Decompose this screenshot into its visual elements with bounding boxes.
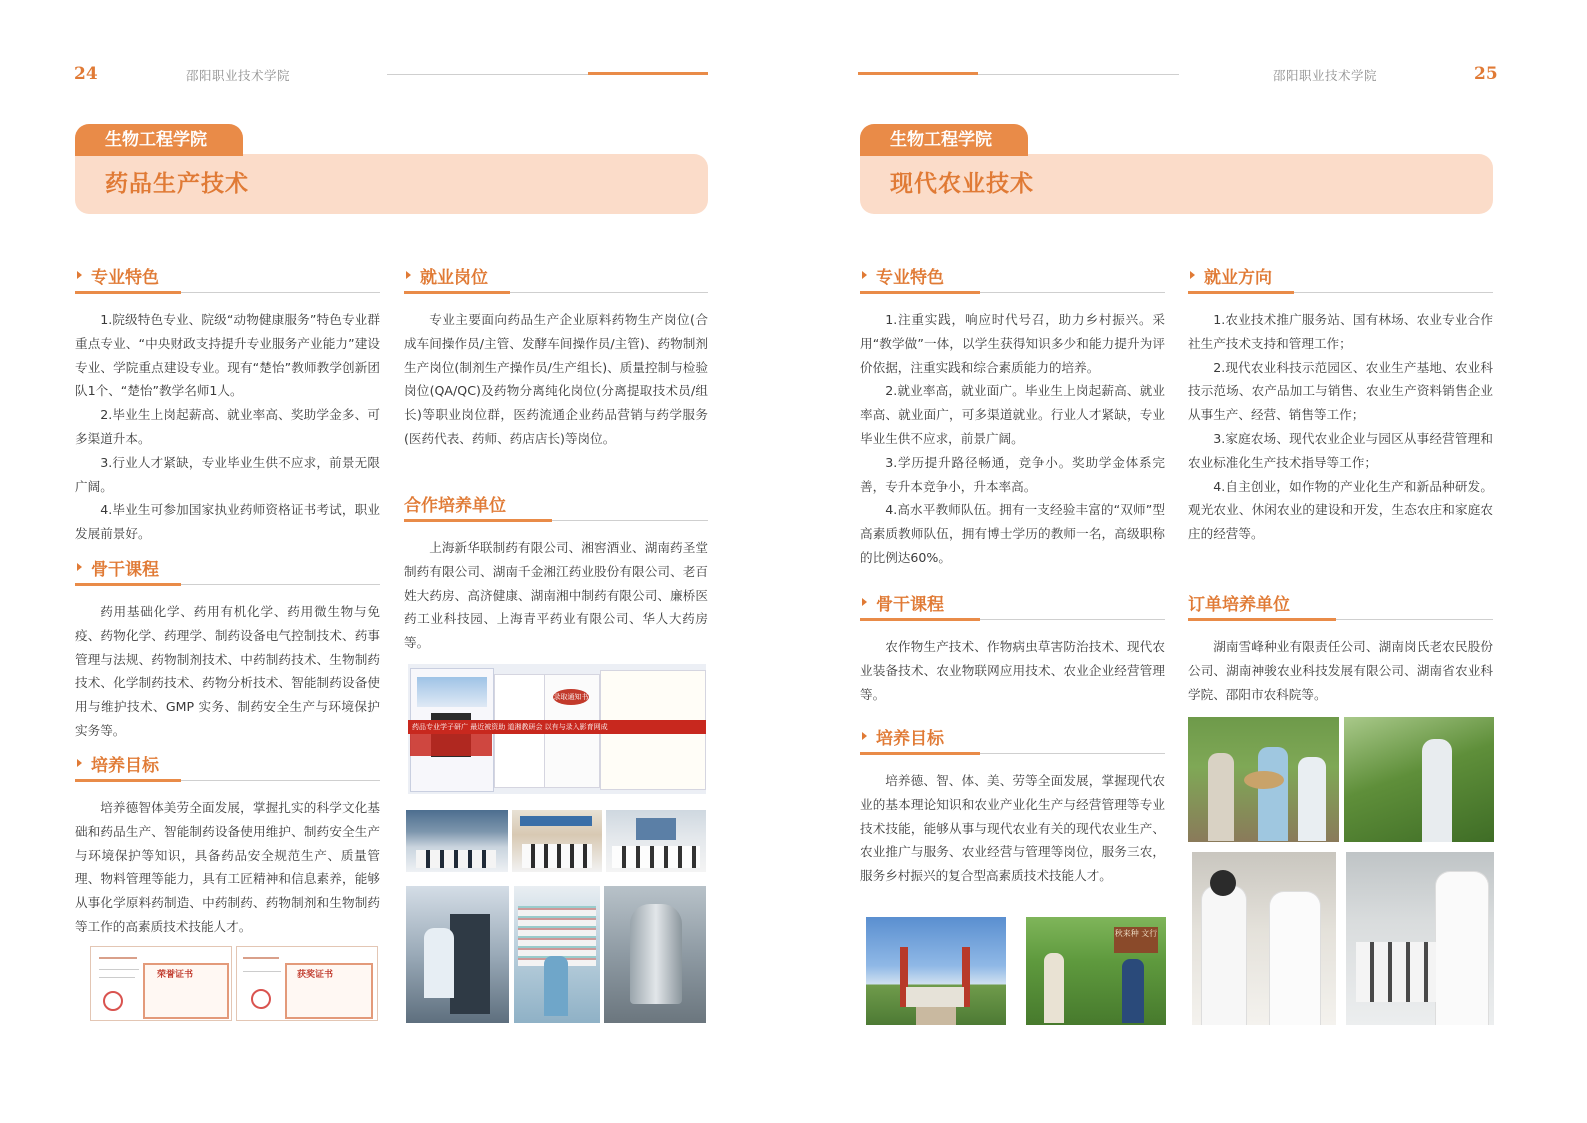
farm-gate-photo <box>866 917 1006 1025</box>
courses-paragraph: 农作物生产技术、作物病虫草害防治技术、现代农业装备技术、农业物联网应用技术、农业企业经营管理等。 <box>860 639 1165 702</box>
section-jobs <box>404 263 708 293</box>
feature-item: 4.毕业生可参加国家执业药师资格证书考试，职业发展前景好。 <box>75 502 380 542</box>
section-title: 就业方向 <box>1204 268 1272 288</box>
lab-experiment-photo <box>1192 852 1336 1025</box>
section-title: 订单培养单位 <box>1188 595 1290 615</box>
section-features <box>860 263 1165 293</box>
section-title: 骨干课程 <box>91 560 159 580</box>
direction-item: 2.现代农业科技示范园区、农业生产基地、农业科技示范场、农产品加工与销售、农业生产资料销售企业从事生产、经营、销售等工作； <box>1188 359 1493 423</box>
program-banner: 现代农业技术 <box>860 154 1493 214</box>
section-directions <box>1188 263 1493 293</box>
orders-paragraph: 湖南雪峰种业有限责任公司、湖南岗氏老农民股份公司、湖南神骏农业科技发展有限公司、湖南省农业科学院、邵阳市农科院等。 <box>1188 639 1493 702</box>
courses-text <box>75 600 380 743</box>
section-title: 就业岗位 <box>420 268 488 288</box>
arrow-icon <box>1190 271 1195 279</box>
partners-paragraph: 上海新华联制药有限公司、湘窖酒业、湖南药圣堂制药有限公司、湖南千金湘江药业股份有限公司、老百姓大药房、高济健康、湖南湘中制药有限公司、廉桥医药工业科技园、上海青平药业有限公司、华人大药房等。 <box>404 540 708 651</box>
courses-paragraph: 药用基础化学、药用有机化学、药用微生物与免疫、药物化学、药理学、制药设备电气控制技术、药事管理与法规、药物制剂技术、中药制药技术、生物制药技术、化学制药技术、药物分析技术、智能制药设备使用与维护技术、GMP 实务、制药安全生产与环境保护实务等。 <box>75 604 380 738</box>
classroom-photo <box>406 810 508 872</box>
direction-item: 3.家庭农场、现代农业企业与园区从事经营管理和农业标准化生产技术指导等工作； <box>1188 430 1493 470</box>
section-title: 专业特色 <box>91 268 159 288</box>
partners-text <box>404 536 708 655</box>
features-text <box>860 308 1165 570</box>
goals-text <box>75 796 380 939</box>
plant-inspection-photo <box>1344 717 1494 842</box>
section-title: 培养目标 <box>91 756 159 776</box>
certificate-title: 荣誉证书 <box>157 970 194 980</box>
arrow-icon <box>77 759 82 767</box>
goals-paragraph: 培养德智体美劳全面发展，掌握扎实的科学文化基础和药品生产、智能制药设备使用维护、制药安全生产与环境保护等知识，具备药品安全规范生产、质量管理、物料管理等能力，具有工匠精神和信息素养，能够从事化学原料药制造、中药制药、药物制剂和生物制药等工作的高素质技术技能人才。 <box>75 800 380 934</box>
features-text <box>75 308 380 546</box>
feature-item: 3.行业人才紧缺，专业毕业生供不应求，前景无限广阔。 <box>75 454 380 494</box>
school-name: 邵阳职业技术学院 <box>186 68 291 83</box>
arrow-icon <box>406 271 411 279</box>
feature-item: 2.毕业生上岗起薪高、就业率高、奖助学金多、可多渠道升本。 <box>75 407 380 446</box>
page-number: 25 <box>1474 64 1498 84</box>
lab-training-photo <box>1346 852 1494 1025</box>
notice-banner: 药品专业学子研广 最近被资助 道湘教研会 以有与录入影育网成 <box>408 720 706 734</box>
section-title: 合作培养单位 <box>404 496 506 516</box>
section-title: 培养目标 <box>876 729 944 749</box>
arrow-icon <box>862 732 867 740</box>
equipment-photo <box>604 886 706 1023</box>
feature-item: 1.院级特色专业、院级“动物健康服务”特色专业群重点专业、“中央财政支持提升专业服务产业能力”建设专业、学院重点建设专业。现有“楚怡”教师教学创新团队1个、“楚怡”教学名师1人。 <box>75 312 380 399</box>
header-accent <box>588 72 708 75</box>
feature-item: 2.就业率高，就业面广。毕业生上岗起薪高、就业率高、就业面广，可多渠道就业。行业人才紧缺，专业毕业生供不应求，前景广阔。 <box>860 383 1165 446</box>
classroom-photo <box>606 810 706 872</box>
goals-text <box>860 769 1165 888</box>
college-tab: 生物工程学院 <box>860 124 1028 156</box>
feature-item: 1.注重实践，响应时代号召，助力乡村振兴。采用“教学做”一体，以学生获得知识多少和能力提升为评价依据，注重实践和综合素质能力的培养。 <box>860 312 1165 375</box>
arrow-icon <box>862 598 867 606</box>
page-number: 24 <box>74 64 98 84</box>
program-banner: 药品生产技术 <box>75 154 708 214</box>
certificate-image <box>90 946 232 1021</box>
admission-notices-image <box>408 664 706 794</box>
section-title: 专业特色 <box>876 268 944 288</box>
greenhouse-photo <box>1026 917 1166 1025</box>
section-courses <box>860 590 1165 620</box>
section-courses <box>75 555 380 585</box>
header-accent <box>858 72 978 75</box>
field-practice-photo <box>1188 717 1339 842</box>
goals-paragraph: 培养德、智、体、美、劳等全面发展，掌握现代农业的基本理论知识和农业产业化生产与经营管理等专业技术技能，能够从事与现代农业有关的现代农业生产、农业推广与服务、农业经营与管理等岗位，服务三农，服务乡村振兴的复合型高素质技术技能人才。 <box>860 773 1165 884</box>
notice-label: 录取通知书 <box>553 689 589 705</box>
jobs-paragraph: 专业主要面向药品生产企业原料药物生产岗位(合成车间操作员/主管、发酵车间操作员/主管)、药物制剂生产岗位(制剂生产操作员/生产组长)、质量控制与检验岗位(QA/QC)及药物分离纯化岗位(分离提取技术员/组长)等职业岗位群，医药流通企业药品营销与药学服务(医药代表、药师、药店店长)等岗位。 <box>404 312 708 446</box>
arrow-icon <box>77 271 82 279</box>
jobs-text <box>404 308 708 451</box>
directions-text <box>1188 308 1493 546</box>
sign-text: 秋来种 文行 <box>1114 927 1158 953</box>
section-title: 骨干课程 <box>876 595 944 615</box>
section-goals <box>75 751 380 781</box>
certificate-title: 获奖证书 <box>297 970 334 980</box>
certificate-image <box>236 946 378 1021</box>
section-features <box>75 263 380 293</box>
section-partners <box>404 491 708 521</box>
seal-icon <box>251 989 271 1009</box>
lab-photo <box>406 886 509 1023</box>
direction-item: 4.自主创业，如作物的产业化生产和新品种研发。观光农业、休闲农业的建设和开发，生态农庄和家庭农庄的经营等。 <box>1188 478 1493 542</box>
arrow-icon <box>77 563 82 571</box>
courses-text <box>860 635 1165 706</box>
seal-icon <box>103 991 123 1011</box>
college-tab: 生物工程学院 <box>75 124 243 156</box>
school-name: 邵阳职业技术学院 <box>1273 68 1378 83</box>
direction-item: 1.农业技术推广服务站、国有林场、农业专业合作社生产技术支持和管理工作； <box>1188 312 1493 351</box>
orders-text <box>1188 635 1493 706</box>
feature-item: 3.学历提升路径畅通，竞争小。奖助学金体系完善，专升本竞争小，升本率高。 <box>860 454 1165 494</box>
arrow-icon <box>862 271 867 279</box>
section-goals <box>860 724 1165 754</box>
classroom-photo <box>512 810 602 872</box>
pharmacy-photo <box>514 886 600 1023</box>
feature-item: 4.高水平教师队伍。拥有一支经验丰富的“双师”型高素质教师队伍，拥有博士学历的教师一名，高级职称的比例达60%。 <box>860 502 1165 565</box>
section-orders <box>1188 590 1493 620</box>
